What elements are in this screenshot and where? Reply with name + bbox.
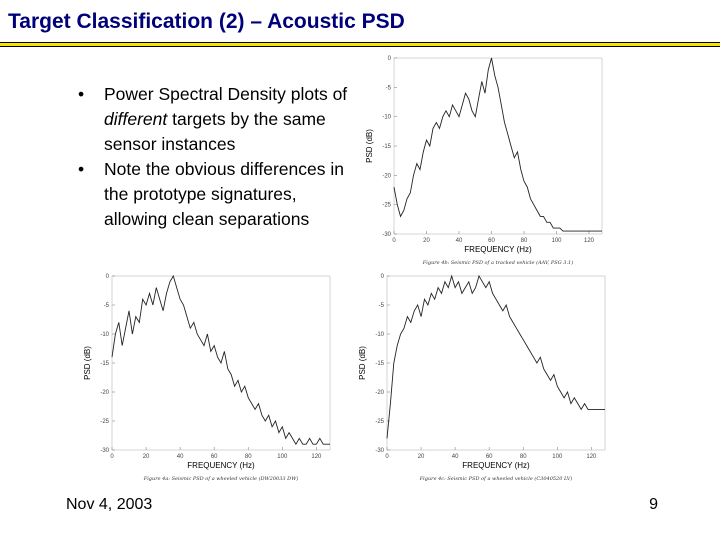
x-tick-label: 40 (451, 454, 459, 460)
x-tick-label: 100 (551, 238, 562, 244)
x-tick-label: 40 (455, 238, 463, 244)
psd-series-line (112, 276, 330, 444)
x-tick-label: 0 (110, 454, 114, 460)
y-tick-label: -10 (375, 332, 384, 338)
title-underline (0, 42, 720, 47)
figure-caption: Figure 4b: Seismic PSD of a tracked vehicle (AAV, PSG 3.1) (422, 260, 574, 266)
y-tick-label: -30 (100, 448, 109, 454)
x-tick-label: 20 (142, 454, 150, 460)
psd-series-line (394, 58, 602, 231)
figure-caption: Figure 4a: Seismic PSD of a wheeled vehicle (DW20033 DW) (143, 476, 299, 482)
bullet-dot-icon: • (78, 84, 85, 104)
y-tick-label: 0 (105, 274, 109, 280)
x-tick-label: 60 (488, 238, 495, 244)
y-tick-label: -25 (382, 202, 391, 209)
figure-caption: Figure 4c: Seismic PSD of a wheeled vehicle (C3040520 LV) (419, 476, 573, 482)
x-tick-label: 120 (311, 454, 322, 460)
bullet-item (66, 157, 356, 232)
x-tick-label: 80 (520, 238, 528, 244)
y-tick-label: -30 (382, 232, 391, 238)
y-tick-label: -10 (382, 114, 391, 121)
y-tick-label: -5 (103, 303, 109, 309)
y-tick-label: -5 (385, 85, 391, 92)
bullet-dot-icon: • (78, 159, 85, 179)
x-tick-label: 0 (385, 454, 389, 460)
psd-plot-bottom-left (80, 268, 340, 486)
x-tick-label: 20 (423, 238, 430, 244)
page-number: 9 (649, 496, 658, 513)
psd-series-line (387, 276, 605, 438)
x-axis-label: FREQUENCY (Hz) (187, 461, 255, 470)
x-tick-label: 20 (417, 454, 425, 460)
psd-chart-svg (362, 50, 612, 270)
y-tick-label: -15 (382, 144, 391, 150)
x-tick-label: 100 (277, 454, 288, 460)
x-tick-label: 80 (519, 454, 527, 460)
y-axis-label: PSD (dB) (358, 346, 367, 380)
y-tick-label: -20 (100, 390, 109, 396)
y-axis-label: PSD (dB) (365, 129, 374, 163)
y-tick-label: -20 (382, 173, 391, 180)
bullet-text-emphasis: different (104, 109, 168, 129)
bullet-item (66, 82, 356, 157)
y-tick-label: -5 (378, 303, 384, 309)
x-tick-label: 80 (244, 454, 252, 460)
bullet-text: Note the obvious differences in the prototype signatures, allowing clean separations (104, 159, 344, 229)
x-tick-label: 100 (552, 454, 563, 460)
x-tick-label: 60 (210, 454, 218, 460)
y-tick-label: -25 (100, 419, 109, 425)
x-tick-label: 0 (392, 238, 396, 244)
bullet-text-pre: Power Spectral Density plots of (104, 84, 348, 104)
x-tick-label: 40 (176, 454, 184, 460)
slide-title: Target Classification (2) – Acoustic PSD (8, 10, 405, 33)
y-tick-label: -15 (100, 361, 109, 367)
psd-chart-svg (355, 268, 615, 486)
x-tick-label: 60 (485, 454, 493, 460)
y-tick-label: -30 (375, 448, 384, 454)
y-tick-label: 0 (387, 56, 391, 62)
x-tick-label: 120 (583, 238, 595, 244)
psd-chart-svg (80, 268, 340, 486)
y-tick-label: 0 (380, 274, 384, 280)
x-axis-label: FREQUENCY (Hz) (462, 461, 530, 470)
x-tick-label: 120 (586, 454, 597, 460)
footer-date: Nov 4, 2003 (66, 496, 153, 513)
y-tick-label: -25 (375, 419, 384, 425)
bullet-text-post: targets by the same sensor instances (104, 109, 326, 154)
x-axis-label: FREQUENCY (Hz) (464, 245, 532, 254)
y-tick-label: -10 (100, 332, 109, 338)
y-tick-label: -15 (375, 361, 384, 367)
plot-frame (387, 276, 605, 450)
bullet-list (66, 82, 356, 232)
y-axis-label: PSD (dB) (83, 346, 92, 380)
psd-plot-top-right (362, 50, 612, 270)
y-tick-label: -20 (375, 390, 384, 396)
psd-plot-bottom-right (355, 268, 615, 486)
